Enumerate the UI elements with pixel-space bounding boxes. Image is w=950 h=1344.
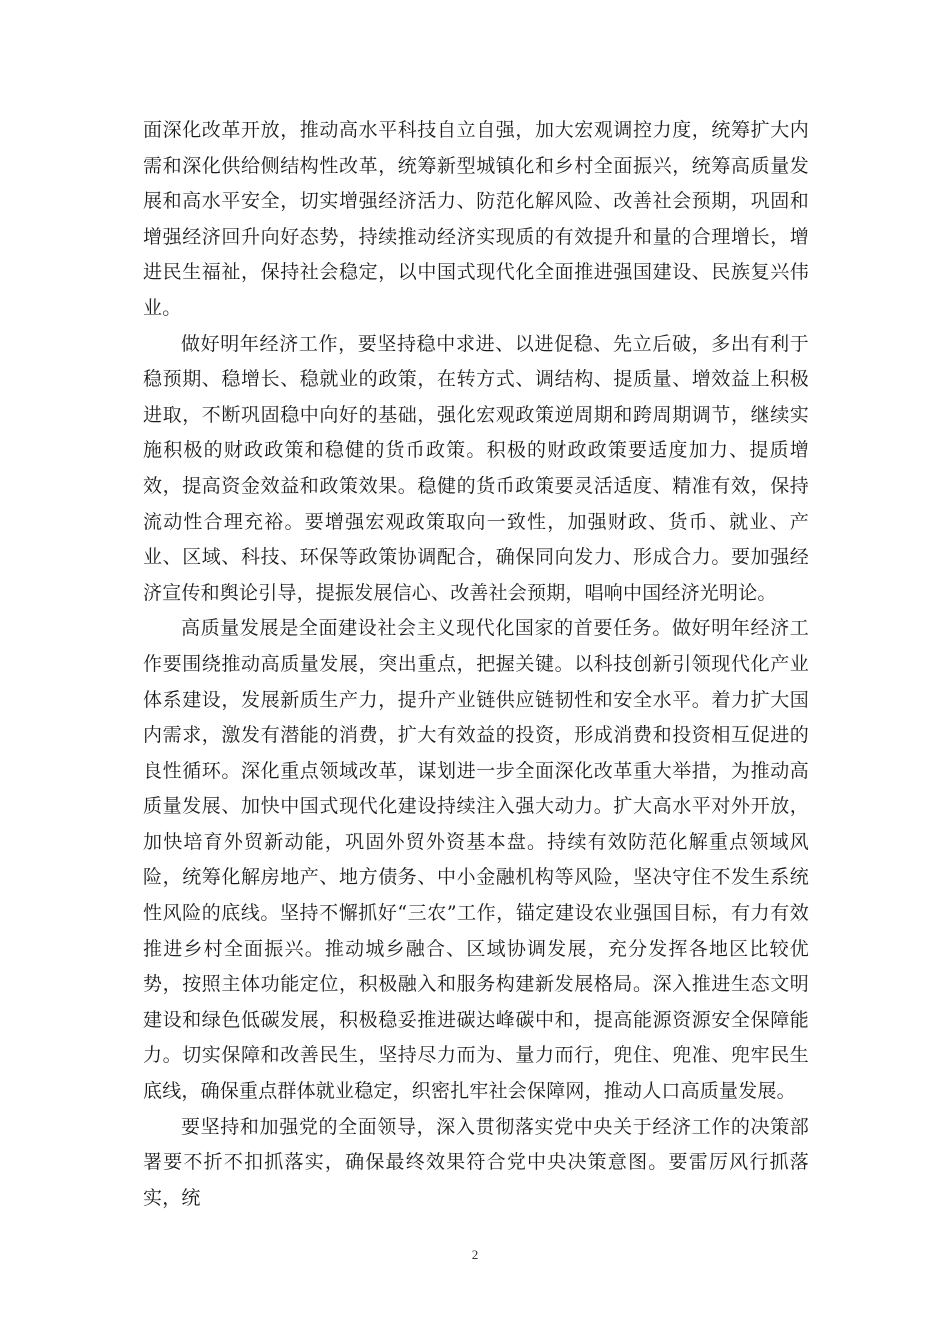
paragraph-3: 高质量发展是全面建设社会主义现代化国家的首要任务。做好明年经济工作要围绕推动高质量发展，突出重点，把握关键。以科技创新引领现代化产业体系建设，发展新质生产力，提升产业链供应链韧性和安全水平。着力扩大国内需求，激发有潜能的消费，扩大有效益的投资，形成消费和投资相互促进的良性循环。深化重点领域改革，谋划进一步全面深化改革重大举措，为推动高质量发展、加快中国式现代化建设持续注入强大动力。扩大高水平对外开放，加快培育外贸新动能，巩固外贸外资基本盘。持续有效防范化解重点领域风险，统筹化解房地产、地方债务、中小金融机构等风险，坚决守住不发生系统性风险的底线。坚持不懈抓好“三农”工作，锚定建设农业强国目标，有力有效推进乡村全面振兴。推动城乡融合、区域协调发展，充分发挥各地区比较优势，按照主体功能定位，积极融入和服务构建新发展格局。深入推进生态文明建设和绿色低碳发展，积极稳妥推进碳达峰碳中和，提高能源资源安全保障能力。切实保障和改善民生，坚持尽力而为、量力而行，兜住、兜准、兜牢民生底线，确保重点群体就业稳定，织密扎牢社会保障网，推动人口高质量发展。: [143, 617, 809, 1103]
paragraph-1: 面深化改革开放，推动高水平科技自立自强，加大宏观调控力度，统筹扩大内需和深化供给侧结构性改革，统筹新型城镇化和乡村全面振兴，统筹高质量发展和高水平安全，切实增强经济活力、防范化解风险、改善社会预期，巩固和增强经济回升向好态势，持续推动经济实现质的有效提升和量的合理增长，增进民生福祉，保持社会稳定，以中国式现代化全面推进强国建设、民族复兴伟业。: [143, 119, 809, 319]
paragraph-2: 做好明年经济工作，要坚持稳中求进、以进促稳、先立后破，多出有利于稳预期、稳增长、稳就业的政策，在转方式、调结构、提质量、增效益上积极进取，不断巩固稳中向好的基础，强化宏观政策逆周期和跨周期调节，继续实施积极的财政政策和稳健的货币政策。积极的财政政策要适度加力、提质增效，提高资金效益和政策效果。稳健的货币政策要灵活适度、精准有效，保持流动性合理充裕。要增强宏观政策取向一致性，加强财政、货币、就业、产业、区域、科技、环保等政策协调配合，确保同向发力、形成合力。要加强经济宣传和舆论引导，提振发展信心、改善社会预期，唱响中国经济光明论。: [143, 332, 809, 604]
body-text: [143, 113, 809, 1216]
page-number: 2: [471, 1247, 479, 1262]
paragraph-4: 要坚持和加强党的全面领导，深入贯彻落实党中央关于经济工作的决策部署要不折不扣抓落实，确保最终效果符合党中央决策意图。要雷厉风行抓落实，统: [143, 1115, 809, 1209]
